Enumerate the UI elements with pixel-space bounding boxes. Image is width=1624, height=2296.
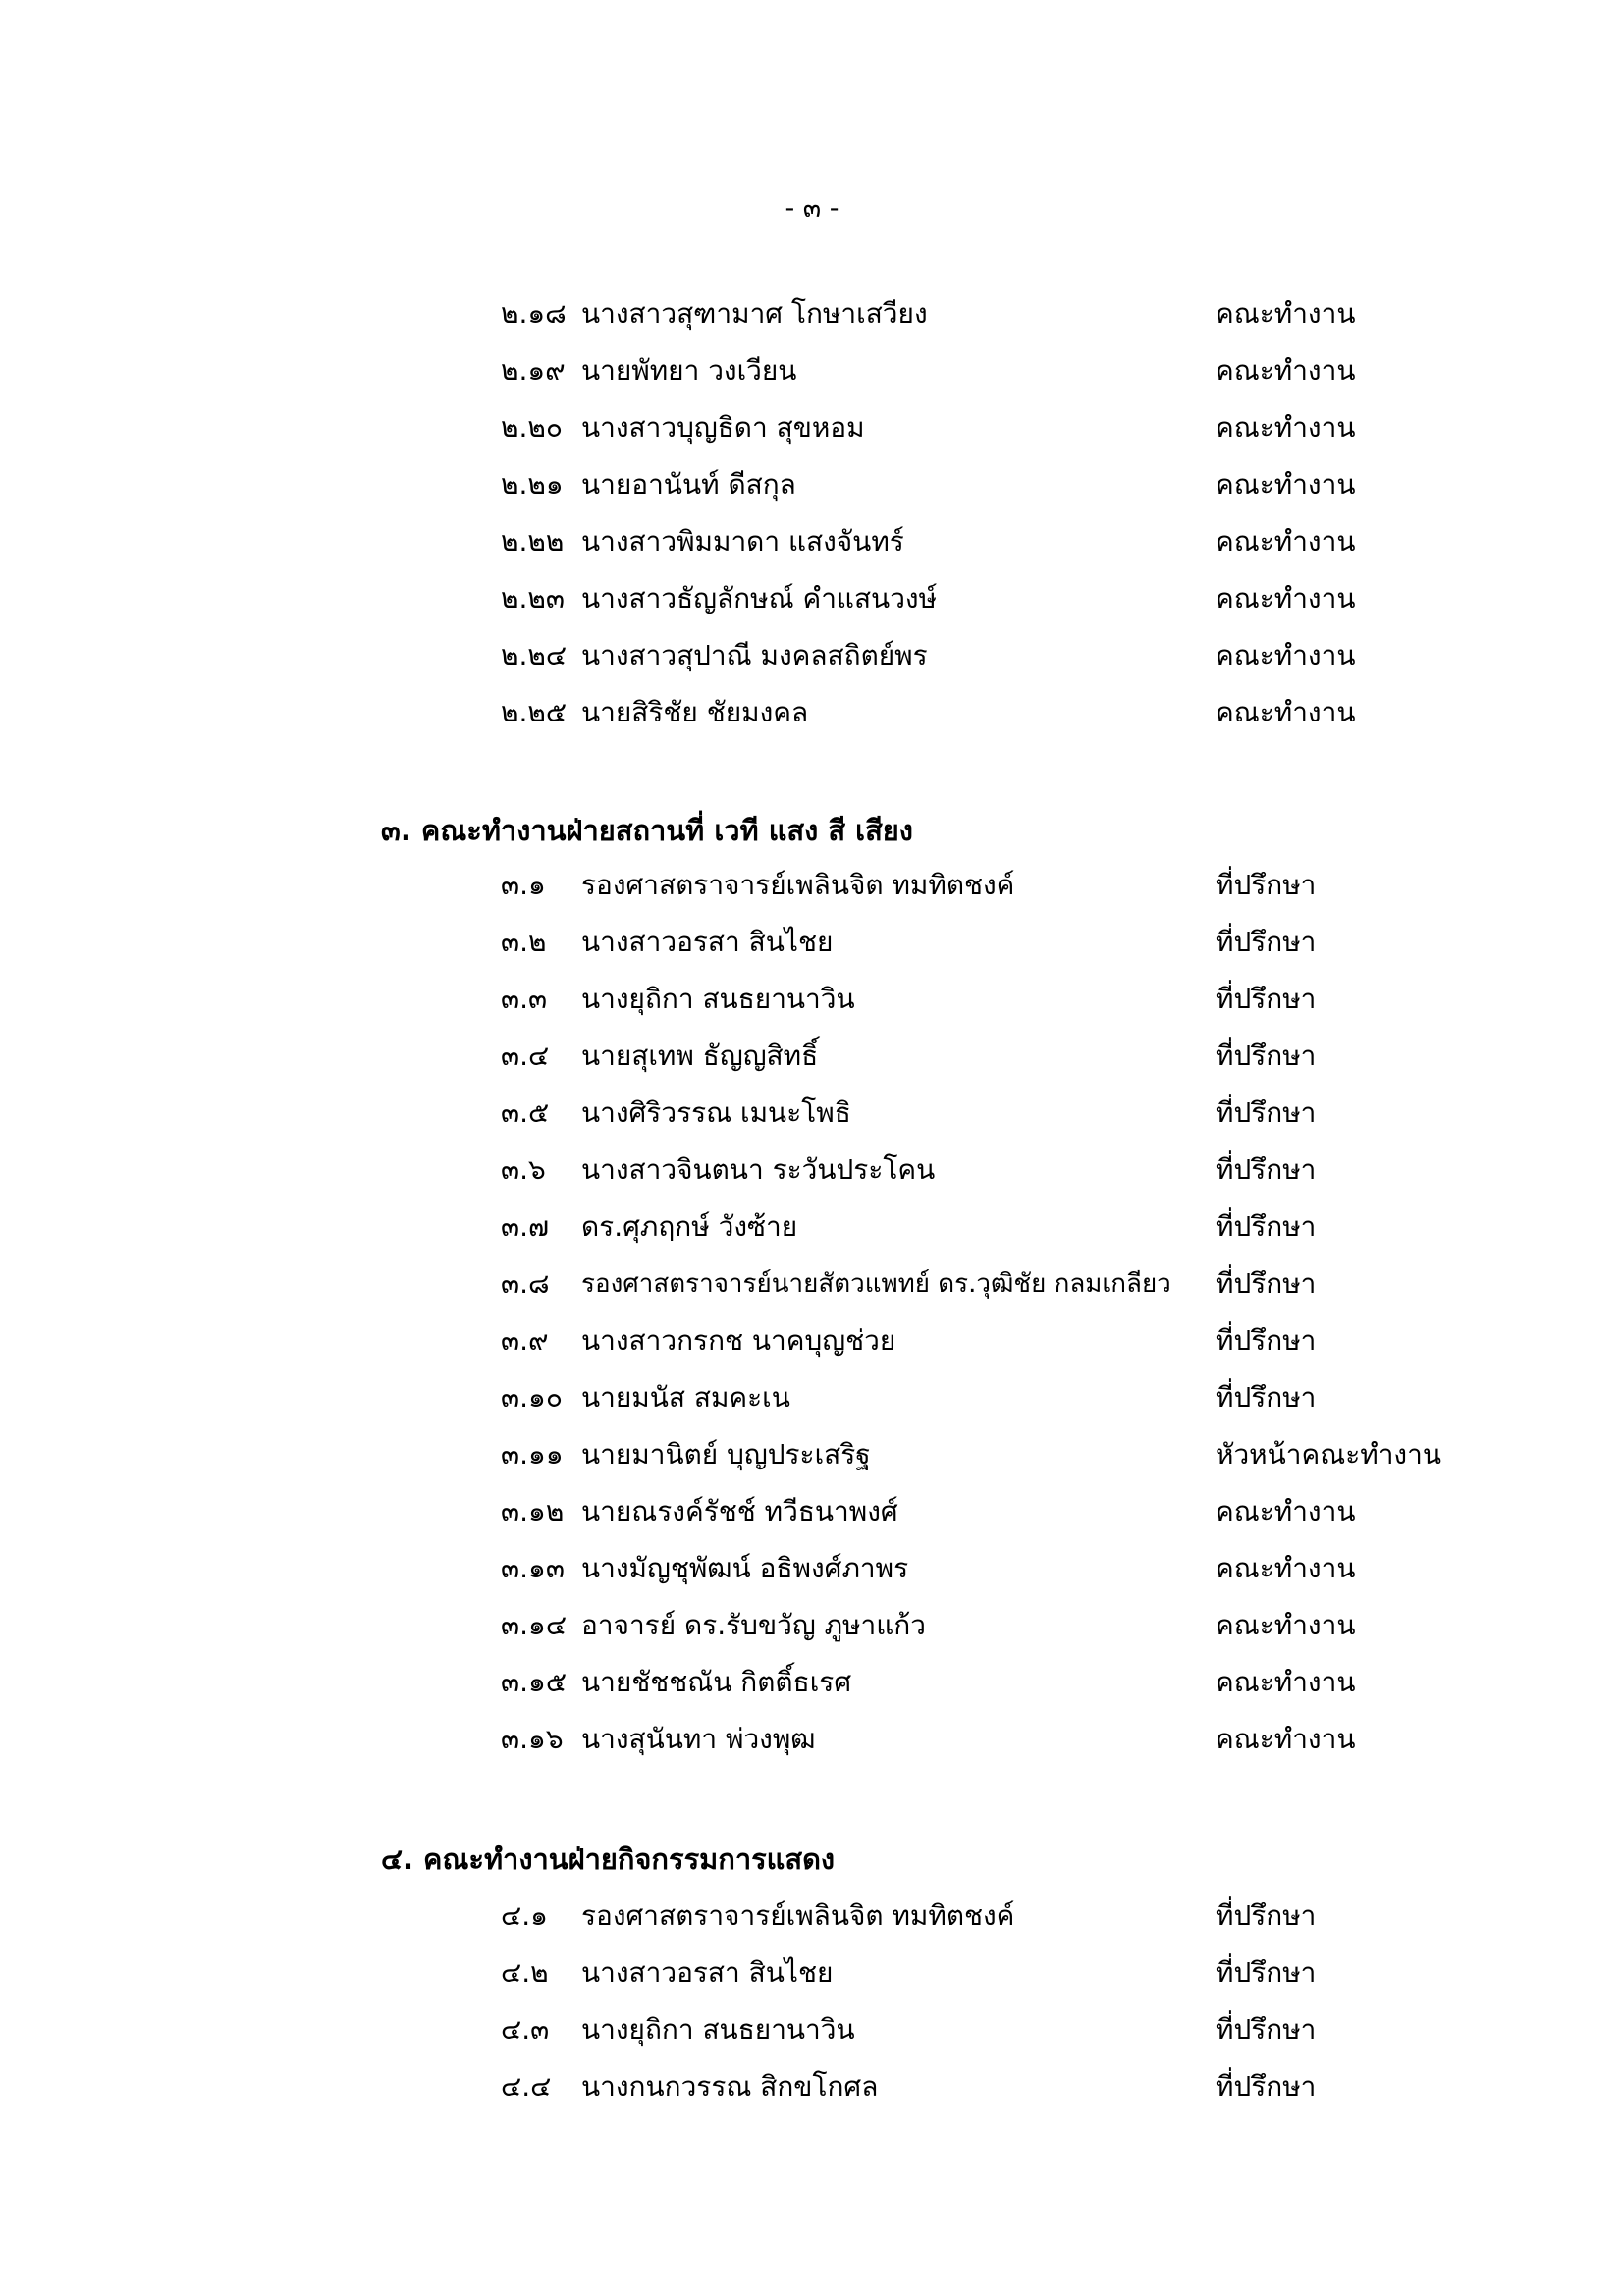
item-role: ที่ปรึกษา (1216, 869, 1317, 901)
item-name: นางสาวอรสา สินไชย (581, 1956, 834, 1989)
item-name: นางสาวจินตนา ระวันประโคน (581, 1153, 936, 1186)
item-role: คณะทำงาน (1216, 696, 1356, 728)
item-role: คณะทำงาน (1216, 1723, 1356, 1755)
item-role: ที่ปรึกษา (1216, 2013, 1317, 2046)
item-number: ๓.๑๖ (501, 1723, 564, 1755)
list-item (0, 693, 1624, 750)
item-number: ๓.๕ (501, 1096, 550, 1129)
item-number: ๔.๑ (501, 1899, 548, 1932)
list-item (0, 1321, 1624, 1378)
list-item (0, 1378, 1624, 1435)
item-name: อาจารย์ ดร.รับขวัญ ภูษาแก้ว (581, 1609, 926, 1641)
item-role: ที่ปรึกษา (1216, 1381, 1317, 1414)
item-role: ที่ปรึกษา (1216, 1899, 1317, 1932)
item-name: นางสาวบุญธิดา สุขหอม (581, 411, 865, 444)
item-number: ๓.๔ (501, 1040, 550, 1072)
list-item (0, 636, 1624, 693)
list-item (0, 1492, 1624, 1549)
list-item (0, 1150, 1624, 1207)
item-number: ๓.๑๕ (501, 1666, 568, 1698)
item-name: นางมัญชุพัฒน์ อธิพงศ์ภาพร (581, 1552, 909, 1584)
item-number: ๒.๒๑ (501, 468, 564, 501)
list-item (0, 866, 1624, 923)
item-role: ที่ปรึกษา (1216, 983, 1317, 1015)
list-item (0, 1037, 1624, 1094)
item-number: ๓.๑๑ (501, 1438, 564, 1470)
list-item (0, 1606, 1624, 1663)
item-name: นางกนกวรรณ สิกขโกศล (581, 2070, 879, 2103)
list-item (0, 980, 1624, 1037)
item-number: ๒.๒๔ (501, 639, 568, 671)
section-3-heading: ๓. คณะทำงานฝ่ายสถานที่ เวที แสง สี เสียง (381, 814, 913, 847)
item-name: นายชัชชณัน กิตติ์ธเรศ (581, 1666, 852, 1698)
item-number: ๒.๑๘ (501, 297, 567, 330)
list-item (0, 351, 1624, 408)
item-number: ๓.๙ (501, 1324, 549, 1357)
item-role: ที่ปรึกษา (1216, 1267, 1317, 1300)
item-number: ๒.๒๓ (501, 582, 565, 614)
list-item (0, 294, 1624, 351)
item-name: นางสาวสุฑามาศ โกษาเสวียง (581, 297, 928, 330)
item-name: นางสาวสุปาณี มงคลสถิตย์พร (581, 639, 928, 671)
item-role: ที่ปรึกษา (1216, 926, 1317, 958)
item-role: ที่ปรึกษา (1216, 2070, 1317, 2103)
list-item (0, 1264, 1624, 1321)
item-number: ๓.๑ (501, 869, 546, 901)
item-number: ๓.๗ (501, 1210, 550, 1243)
item-name: นางสุนันทา พ่วงพุฒ (581, 1723, 816, 1755)
item-name: นางยุถิกา สนธยานาวิน (581, 983, 855, 1015)
item-role: คณะทำงาน (1216, 1666, 1356, 1698)
list-item (0, 1953, 1624, 2010)
list-item (0, 2067, 1624, 2124)
item-number: ๓.๓ (501, 983, 548, 1015)
item-role: ที่ปรึกษา (1216, 1210, 1317, 1243)
list-item (0, 1094, 1624, 1150)
item-name: นายสุเทพ ธัญญสิทธิ์ (581, 1040, 819, 1072)
item-role: คณะทำงาน (1216, 354, 1356, 387)
item-number: ๓.๘ (501, 1267, 550, 1300)
item-role: ที่ปรึกษา (1216, 1040, 1317, 1072)
list-item (0, 1207, 1624, 1264)
item-name: นางศิริวรรณ เมนะโพธิ (581, 1096, 851, 1129)
list-item (0, 1549, 1624, 1606)
item-number: ๒.๒๕ (501, 696, 568, 728)
item-role: คณะทำงาน (1216, 639, 1356, 671)
item-number: ๔.๓ (501, 2013, 550, 2046)
item-name: รองศาสตราจารย์เพลินจิต ทมทิตชงค์ (581, 1899, 1015, 1932)
item-role: คณะทำงาน (1216, 297, 1356, 330)
item-number: ๓.๑๓ (501, 1552, 565, 1584)
list-item (0, 1720, 1624, 1777)
item-role: คณะทำงาน (1216, 1552, 1356, 1584)
list-item (0, 2010, 1624, 2067)
list-item (0, 579, 1624, 636)
list-item (0, 1435, 1624, 1492)
item-name: นางสาวอรสา สินไชย (581, 926, 834, 958)
list-item (0, 465, 1624, 522)
item-name: รองศาสตราจารย์เพลินจิต ทมทิตชงค์ (581, 869, 1015, 901)
page-number: - ๓ - (785, 193, 839, 224)
item-name: นางสาวกรกช นาคบุญช่วย (581, 1324, 896, 1357)
item-role: ที่ปรึกษา (1216, 1324, 1317, 1357)
item-role: ที่ปรึกษา (1216, 1956, 1317, 1989)
item-name: ดร.ศุภฤกษ์ วังซ้าย (581, 1210, 798, 1243)
list-item (0, 1663, 1624, 1720)
item-number: ๓.๒ (501, 926, 547, 958)
item-number: ๒.๑๙ (501, 354, 566, 387)
list-item (0, 923, 1624, 980)
item-role: หัวหน้าคณะทำงาน (1216, 1438, 1441, 1470)
item-name: นายมนัส สมคะเน (581, 1381, 790, 1414)
item-name: นายอานันท์ ดีสกุล (581, 468, 796, 501)
item-number: ๔.๒ (501, 1956, 549, 1989)
item-number: ๓.๑๒ (501, 1495, 565, 1527)
item-number: ๒.๒๐ (501, 411, 563, 444)
list-item (0, 408, 1624, 465)
list-item (0, 522, 1624, 579)
item-role: คณะทำงาน (1216, 525, 1356, 558)
item-role: ที่ปรึกษา (1216, 1153, 1317, 1186)
section-4-heading: ๔. คณะทำงานฝ่ายกิจกรรมการแสดง (381, 1842, 836, 1876)
item-role: คณะทำงาน (1216, 468, 1356, 501)
item-name: รองศาสตราจารย์นายสัตวแพทย์ ดร.วุฒิชัย กลมเกลียว (581, 1269, 1171, 1299)
item-number: ๓.๑๐ (501, 1381, 563, 1414)
item-name: นายมานิตย์ บุญประเสริฐ (581, 1438, 871, 1470)
item-name: นายพัทยา วงเวียน (581, 354, 797, 387)
item-role: คณะทำงาน (1216, 411, 1356, 444)
item-name: นายสิริชัย ชัยมงคล (581, 696, 809, 728)
item-role: คณะทำงาน (1216, 582, 1356, 614)
item-role: คณะทำงาน (1216, 1495, 1356, 1527)
item-number: ๔.๔ (501, 2070, 552, 2103)
item-role: คณะทำงาน (1216, 1609, 1356, 1641)
item-name: นางสาวธัญลักษณ์ คำแสนวงษ์ (581, 582, 938, 614)
item-role: ที่ปรึกษา (1216, 1096, 1317, 1129)
item-name: นางสาวพิมมาดา แสงจันทร์ (581, 525, 904, 558)
item-number: ๓.๑๔ (501, 1609, 568, 1641)
item-number: ๒.๒๒ (501, 525, 565, 558)
item-name: นายณรงค์รัชช์ ทวีธนาพงศ์ (581, 1495, 898, 1527)
item-name: นางยุถิกา สนธยานาวิน (581, 2013, 855, 2046)
item-number: ๓.๖ (501, 1153, 546, 1186)
list-item (0, 1896, 1624, 1953)
